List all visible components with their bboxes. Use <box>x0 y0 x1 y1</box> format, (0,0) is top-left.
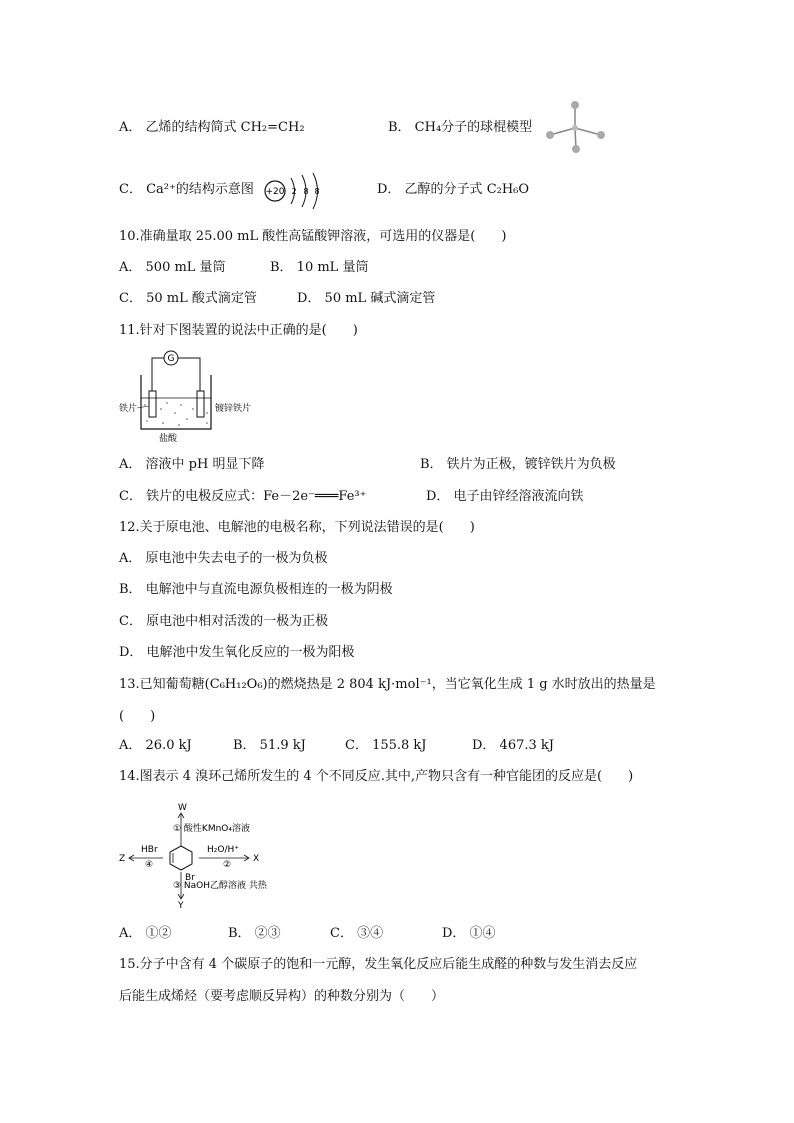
q14-stem: 14.图表示 4 溴环己烯所发生的 4 个不同反应.其中,产物只含有一种官能团的反应是( ) <box>119 769 634 784</box>
q9-option-a: A． 乙烯的结构简式 CH₂=CH₂ <box>119 120 305 135</box>
q14-option-a: A． ①② <box>119 926 172 941</box>
q13-option-b: B． 51.9 kJ <box>233 738 306 753</box>
product-w-label: W <box>178 803 187 813</box>
q14-option-b: B． ②③ <box>228 926 281 941</box>
q9-option-b: B． CH₄分子的球棍模型 <box>388 120 533 135</box>
galvanometer-label: G <box>167 354 175 364</box>
q13-stem: 13.已知葡萄糖(C₆H₁₂O₆)的燃烧热是 2 804 kJ·mol⁻¹，当它氧化生成 1 g 水时放出的热量是 <box>119 677 656 692</box>
ca-shell-2: 8 <box>303 187 309 196</box>
galvanized-iron-label: 镀锌铁片 <box>215 404 252 414</box>
q14-option-d: D． ①④ <box>442 926 496 941</box>
q12-option-d: D． 电解池中发生氧化反应的一极为阳极 <box>119 645 355 660</box>
q11-option-c: C． 铁片的电极反应式：Fe－2e⁻═══Fe³⁺ <box>119 489 367 504</box>
q13-option-c: C． 155.8 kJ <box>345 738 427 753</box>
q12-option-c: C． 原电池中相对活泼的一极为正极 <box>119 614 329 629</box>
reaction-1-label: ① 酸性KMnO₄溶液 <box>173 824 250 834</box>
q10-option-b: B． 10 mL 量筒 <box>270 260 369 275</box>
q11-option-a: A． 溶液中 pH 明显下降 <box>119 457 265 472</box>
galvanic-cell-figure <box>119 347 259 445</box>
iron-sheet-label: 铁片 <box>119 404 138 414</box>
q12-stem: 12.关于原电池、电解池的电极名称，下列说法错误的是( ) <box>119 520 475 535</box>
q10-option-d: D． 50 mL 碱式滴定管 <box>297 291 436 306</box>
reaction-4-label: ④ <box>145 860 154 870</box>
q11-stem: 11.针对下图装置的说法中正确的是( ) <box>119 323 358 338</box>
q13-option-a: A． 26.0 kJ <box>119 738 192 753</box>
q10-stem: 10.准确量取 25.00 mL 酸性高锰酸钾溶液，可选用的仪器是( ) <box>119 229 507 244</box>
ca-ion-structure-diagram <box>258 170 330 212</box>
q11-option-b: B． 铁片为正极，镀锌铁片为负极 <box>420 457 616 472</box>
bromocyclohexene-reaction-scheme <box>119 800 299 910</box>
q9-option-c: C． Ca²⁺的结构示意图 <box>119 182 254 197</box>
q12-option-a: A． 原电池中失去电子的一极为负极 <box>119 551 328 566</box>
q12-option-b: B． 电解池中与直流电源负极相连的一极为阴极 <box>119 582 393 597</box>
q11-option-d: D． 电子由锌经溶液流向铁 <box>426 489 584 504</box>
q15-stem: 15.分子中含有 4 个碳原子的饱和一元醇，发生氧化反应后能生成醛的种数与发生消去反应 <box>119 957 638 972</box>
q10-option-c: C． 50 mL 酸式滴定管 <box>119 291 257 306</box>
reaction-2-reagent: H₂O/H⁺ <box>207 845 240 855</box>
reaction-3-label: ③ NaOH乙醇溶液 共热 <box>173 881 267 891</box>
q15-stem-cont: 后能生成烯烃（要考虑顺反异构）的种数分别为（ ） <box>119 989 445 1004</box>
q13-stem-cont: ( ) <box>119 709 156 724</box>
q14-option-c: C． ③④ <box>330 926 384 941</box>
q10-option-a: A． 500 mL 量筒 <box>119 260 226 275</box>
reaction-2-label: ② <box>223 860 232 870</box>
bromo-substituent-label: Br <box>185 873 195 883</box>
product-x-label: X <box>253 854 260 864</box>
ca-shell-1: 2 <box>291 187 297 196</box>
hydrochloric-acid-label: 盐酸 <box>159 434 178 444</box>
product-y-label: Y <box>178 901 184 910</box>
ch4-ball-stick-model <box>540 98 612 156</box>
ca-nucleus-label: +20 <box>265 187 285 197</box>
reaction-4-reagent: HBr <box>141 845 158 855</box>
ca-shell-3: 8 <box>314 187 320 196</box>
q9-option-d: D． 乙醇的分子式 C₂H₆O <box>377 182 530 197</box>
product-z-label: Z <box>119 854 126 864</box>
q13-option-d: D． 467.3 kJ <box>472 738 554 753</box>
